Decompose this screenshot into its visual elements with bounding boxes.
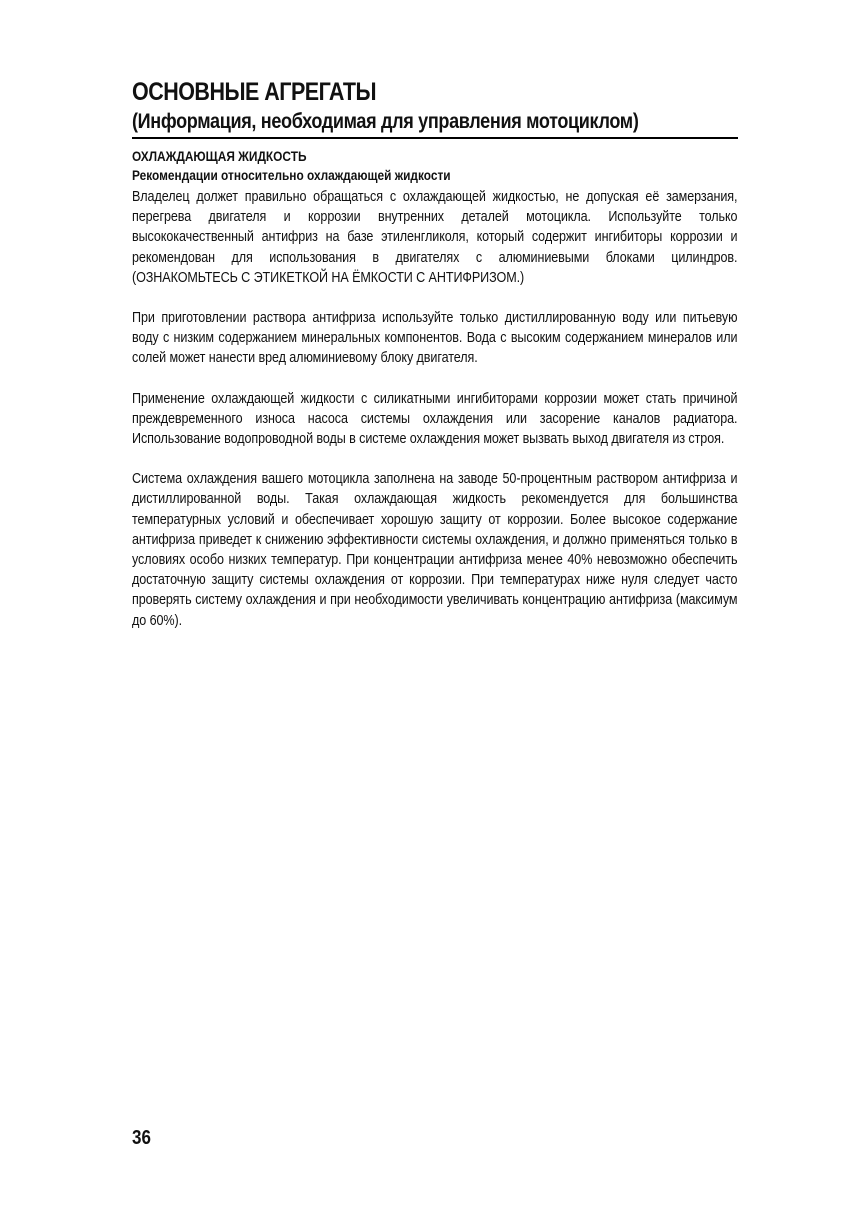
paragraph-3: Применение охлаждающей жидкости с силикатными ингибиторами коррозии может стать причиной преждевременного износа насоса системы охлаждения или засорение каналов радиатора. Использование водопроводной воды в системе охлаждения может вызвать выход двигателя из строя. [132,390,738,448]
section-heading: ОХЛАЖДАЮЩАЯ ЖИДКОСТЬ [132,149,307,164]
body-text [132,187,737,631]
page-number: 36 [132,1127,151,1149]
page-subtitle: (Информация, необходимая для управления мотоциклом) [132,110,639,133]
paragraph-4: Система охлаждения вашего мотоцикла заполнена на заводе 50-процентным раствором антифриза и дистиллированной воды. Такая охлаждающая жидкость рекомендуется для большинства температурных условий и обеспечивает хорошую защиту от коррозии. Более высокое содержание антифриза приведет к снижению эффективности системы охлаждения, и должно применяться только в условиях особо низких температур. При концентрации антифриза менее 40% невозможно обеспечить достаточную защиту системы охлаждения от коррозии. При температурах ниже нуля следует часто проверять систему охлаждения и при необходимости увеличивать концентрацию антифриза (максимум до 60%). [132,471,738,629]
paragraph-2: При приготовлении раствора антифриза используйте только дистиллированную воду или питьевую воду с низким содержанием минеральных компонентов. Вода с высоким содержанием минералов или солей может нанести вред алюминиевому блоку двигателя. [132,310,738,367]
section-subheading: Рекомендации относительно охлаждающей жидкости [132,168,451,183]
header-divider [132,137,738,139]
paragraph-1: Владелец должет правильно обращаться с охлаждающей жидкостью, не допуская её замерзания, перегрева двигателя и коррозии внутренних деталей мотоцикла. Используйте только высококачественный антифриз на базе этиленгликоля, который содержит ингибиторы коррозии и рекомендован для использования в двигателях с алюминиевыми блоками цилиндров. (ОЗНАКОМЬТЕСЬ С ЭТИКЕТКОЙ НА ЁМКОСТИ С АНТИФРИЗОМ.) [132,189,738,286]
document-page [132,78,737,631]
page-title: ОСНОВНЫЕ АГРЕГАТЫ [132,78,377,106]
